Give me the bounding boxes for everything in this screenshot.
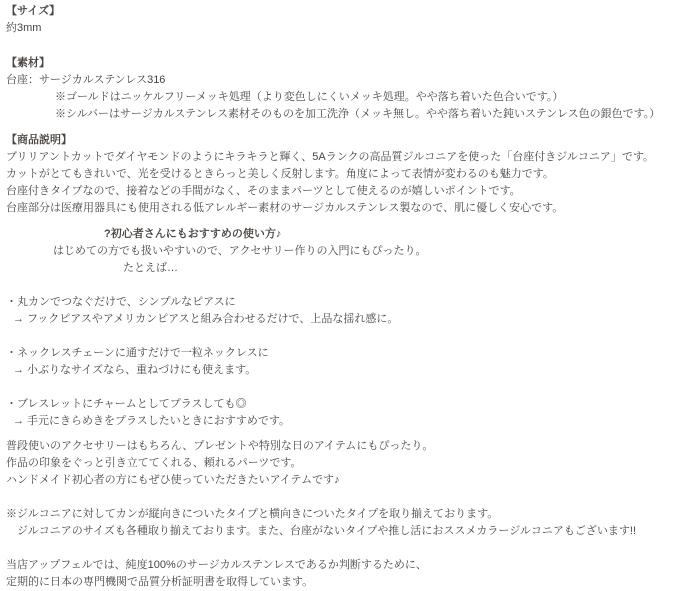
closing-line-3: ハンドメイド初心者の方にもぜひ使っていただきたいアイテムです♪ (6, 474, 340, 486)
usage-guide-title: ?初心者さんにもおすすめの使い方♪ (104, 228, 282, 240)
usage-example-label: たとえば… (123, 262, 178, 274)
size-value: 約3mm (6, 22, 42, 34)
usage-idea-bracelet-detail: → 手元にきらめきをプラスしたいときにおすすめです。 (13, 415, 290, 427)
description-section-heading: 【商品説明】 (6, 134, 72, 146)
variation-note-line-1: ※ジルコニアに対してカンが縦向きについたタイプと横向きについたタイプを取り揃えております。 (6, 508, 499, 520)
description-intro-line-3: 台座付きタイプなので、接着などの手間がなく、そのままパーツとして使えるのが嬉しいポイントです。 (6, 185, 521, 197)
usage-idea-necklace-detail: → 小ぶりなサイズなら、重ねづけにも使えます。 (13, 364, 257, 376)
material-base-text: 台座：サージカルステンレス316 (6, 74, 166, 86)
quality-note-line-1: 当店アップフェルでは、純度100%のサージカルステンレスであるか判断するために、 (6, 559, 427, 571)
usage-idea-bracelet-bullet: ・ブレスレットにチャームとしてプラスしても◎ (6, 398, 247, 410)
usage-guide-lead: はじめての方でも扱いやすいので、アクセサリー作りの入門にもぴったり。 (53, 245, 427, 257)
description-intro-line-2: カットがとてもきれいで、光を受けるときらっと美しく反射します。角度によって表情が変わるのも魅力です。 (6, 168, 554, 180)
size-section-heading: 【サイズ】 (6, 5, 61, 17)
material-section-heading: 【素材】 (6, 57, 50, 69)
description-intro-line-1: ブリリアントカットでダイヤモンドのようにキラキラと輝く、5Aランクの高品質ジルコニアを使った「台座付きジルコニア」です。 (6, 151, 655, 163)
closing-line-2: 作品の印象をぐっと引き立ててくれる、頼れるパーツです。 (6, 457, 302, 469)
quality-note-line-2: 定期的に日本の専門機関で品質分析証明書を取得しています。 (6, 576, 314, 588)
usage-idea-necklace-bullet: ・ネックレスチェーンに通すだけで一粒ネックレスに (6, 347, 269, 359)
material-gold-note: ※ゴールドはニッケルフリーメッキ処理（より変色しにくいメッキ処理。やや落ち着いた色合いです。） (55, 91, 564, 103)
usage-idea-earrings-bullet: ・丸カンでつなぐだけで、シンプルなピアスに (6, 296, 236, 308)
usage-idea-earrings-detail: → フックピアスやアメリカンピアスと組み合わせるだけで、上品な揺れ感に。 (13, 313, 399, 325)
material-silver-note: ※シルバーはサージカルステンレス素材そのものを加工洗浄（メッキ無し。やや落ち着いた鈍いステンレス色の銀色です。） (55, 108, 661, 120)
variation-note-line-2: ジルコニアのサイズも各種取り揃えております。また、台座がないタイプや推し活におススメカラージルコニアもございます!! (17, 525, 637, 537)
closing-line-1: 普段使いのアクセサリーはもちろん、プレゼントや特別な日のアイテムにもぴったり。 (6, 440, 434, 452)
description-intro-line-4: 台座部分は医療用器具にも使用される低アレルギー素材のサージカルステンレス製なので、肌に優しく安心です。 (6, 202, 564, 214)
